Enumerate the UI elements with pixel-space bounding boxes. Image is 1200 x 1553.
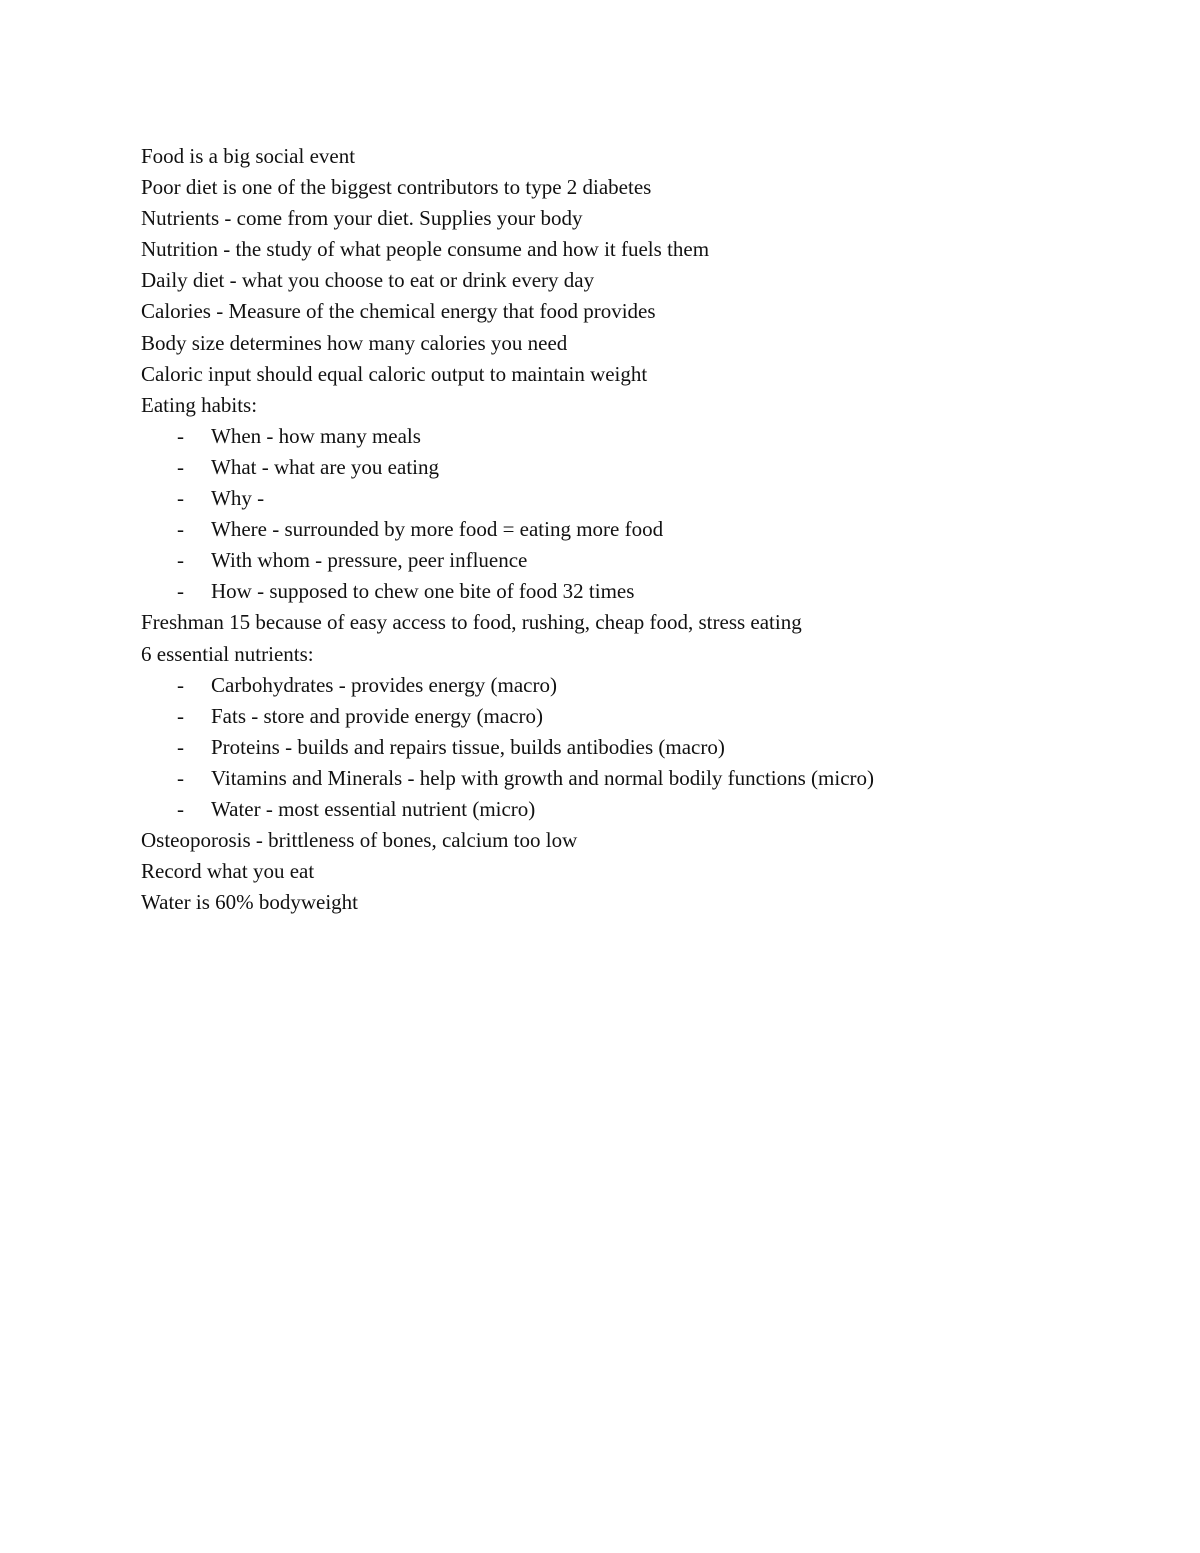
- list-item: [141, 670, 1101, 701]
- bullet-dash: -: [177, 579, 184, 604]
- list-item: [141, 732, 1101, 763]
- list-item-text: Vitamins and Minerals - help with growth and normal bodily functions (micro): [211, 765, 875, 790]
- list-item: [141, 763, 1101, 794]
- bullet-dash: -: [177, 796, 184, 821]
- list-item: [141, 452, 1101, 483]
- list-item-text: With whom - pressure, peer influence: [211, 548, 528, 573]
- text-line: Body size determines how many calories you need: [141, 330, 568, 355]
- text-line: Food is a big social event: [141, 144, 356, 168]
- nutrients-heading: 6 essential nutrients:: [141, 641, 314, 666]
- list-item-text: Where - surrounded by more food = eating more food: [211, 517, 664, 542]
- text-line: Calories - Measure of the chemical energy that food provides: [141, 299, 656, 324]
- text-line: Daily diet - what you choose to eat or drink every day: [141, 268, 595, 293]
- text-line: Water is 60% bodyweight: [141, 890, 359, 915]
- bullet-dash: -: [177, 454, 184, 479]
- list-item-text: Fats - store and provide energy (macro): [211, 703, 544, 728]
- list-item: [141, 545, 1101, 576]
- bullet-dash: -: [177, 734, 184, 759]
- text-line: Record what you eat: [141, 859, 315, 884]
- list-item: [141, 483, 1101, 514]
- text-line: Osteoporosis - brittleness of bones, calcium too low: [141, 828, 578, 853]
- list-item: [141, 701, 1101, 732]
- text-line: Nutrition - the study of what people consume and how it fuels them: [141, 237, 710, 262]
- nutrients-list: [141, 670, 1101, 825]
- bullet-dash: -: [177, 486, 184, 511]
- list-item-text: When - how many meals: [211, 423, 421, 448]
- text-line: Poor diet is one of the biggest contributors to type 2 diabetes: [141, 175, 652, 200]
- list-item-text: How - supposed to chew one bite of food 32 times: [211, 579, 635, 604]
- list-item-text: Proteins - builds and repairs tissue, builds antibodies (macro): [211, 734, 725, 759]
- bullet-dash: -: [177, 765, 184, 790]
- list-item-text: Water - most essential nutrient (micro): [211, 796, 536, 821]
- list-item-text: Why -: [211, 486, 265, 511]
- eating-habits-list: [141, 421, 1101, 608]
- text-line: Caloric input should equal caloric output to maintain weight: [141, 361, 648, 386]
- list-item-text: Carbohydrates - provides energy (macro): [211, 672, 557, 697]
- eating-habits-heading: Eating habits:: [141, 392, 258, 417]
- text-line: Nutrients - come from your diet. Supplies your body: [141, 206, 583, 231]
- list-item: [141, 576, 1101, 607]
- bullet-dash: -: [177, 672, 184, 697]
- document-body: [141, 141, 1101, 918]
- list-item: [141, 421, 1101, 452]
- list-item: [141, 514, 1101, 545]
- text-line: Freshman 15 because of easy access to food, rushing, cheap food, stress eating: [141, 610, 802, 635]
- bullet-dash: -: [177, 517, 184, 542]
- list-item: [141, 794, 1101, 825]
- bullet-dash: -: [177, 548, 184, 573]
- bullet-dash: -: [177, 703, 184, 728]
- bullet-dash: -: [177, 423, 184, 448]
- list-item-text: What - what are you eating: [211, 454, 439, 479]
